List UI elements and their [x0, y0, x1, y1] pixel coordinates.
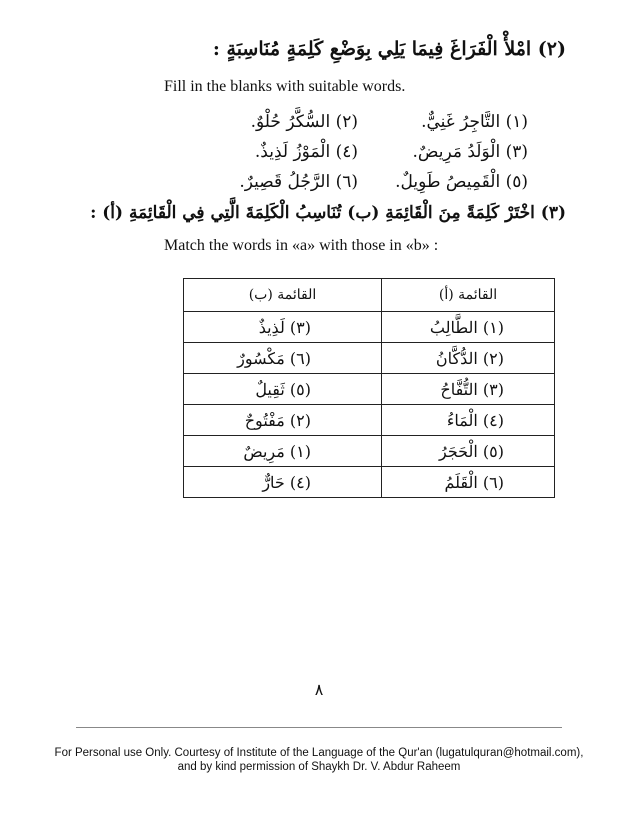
- blank-sentence-2: (٢) السُّكَّرُ حُلْوٌ.: [250, 112, 358, 132]
- exercise3-heading: (٣) اخْتَرْ كَلِمَةً مِنَ الْقَائِمَةِ (ب) تُنَاسِبُ الْكَلِمَةَ الَّتِي فِي الْقَائِمَةِ (أ) :: [90, 203, 566, 223]
- cell-b: (٦) مَكْسُورٌ: [184, 343, 382, 374]
- column-header-a: القائمة (أ): [381, 279, 554, 312]
- blank-sentence-5: (٥) الْقَمِيصُ طَوِيلٌ.: [395, 172, 528, 192]
- cell-a: (٤) الْمَاءُ: [381, 405, 554, 436]
- table-row: [184, 436, 555, 467]
- cell-a: (٥) الْحَجَرُ: [381, 436, 554, 467]
- footer-note: [0, 746, 638, 774]
- cell-a: (٣) التُّفَّاحُ: [381, 374, 554, 405]
- table-row: [184, 374, 555, 405]
- matching-table: [183, 278, 555, 498]
- footer-line-1: For Personal use Only. Courtesy of Institute of the Language of the Qur'an (lugatulquran@hotmail.com),: [54, 747, 584, 759]
- cell-a: (٦) الْقَلَمُ: [381, 467, 554, 498]
- table-row: [184, 343, 555, 374]
- column-header-b: القائمة (ب): [184, 279, 382, 312]
- blank-sentence-6: (٦) الرَّجُلُ قَصِيرٌ.: [239, 172, 358, 192]
- blank-sentence-4: (٤) الْمَوْزُ لَذِيذٌ.: [254, 142, 358, 162]
- table-header-row: [184, 279, 555, 312]
- blank-sentence-3: (٣) الْوَلَدُ مَرِيضٌ.: [412, 142, 528, 162]
- cell-a: (١) الطَّالِبُ: [381, 312, 554, 343]
- table-row: [184, 312, 555, 343]
- cell-b: (٥) ثَقِيلٌ: [184, 374, 382, 405]
- table-row: [184, 405, 555, 436]
- cell-b: (٣) لَذِيذٌ: [184, 312, 382, 343]
- exercise2-heading: (٢) امْلأْ الْفَرَاغَ فِيمَا يَلِي بِوَضْعِ كَلِمَةٍ مُنَاسِبَةٍ :: [212, 38, 566, 60]
- page-number: ٨: [314, 680, 324, 699]
- cell-b: (٤) حَارٌّ: [184, 467, 382, 498]
- footer-line-2: and by kind permission of Shaykh Dr. V. Abdur Raheem: [177, 761, 461, 773]
- cell-b: (١) مَرِيضٌ: [184, 436, 382, 467]
- exercise2-instruction: Fill in the blanks with suitable words.: [164, 78, 406, 95]
- exercise3-instruction: Match the words in «a» with those in «b» :: [164, 237, 439, 254]
- cell-b: (٢) مَفْتُوحٌ: [184, 405, 382, 436]
- table-row: [184, 467, 555, 498]
- cell-a: (٢) الدُّكَّانُ: [381, 343, 554, 374]
- blank-sentence-1: (١) التَّاجِرُ غَنِيٌّ.: [421, 112, 528, 132]
- footer-divider: [76, 727, 562, 728]
